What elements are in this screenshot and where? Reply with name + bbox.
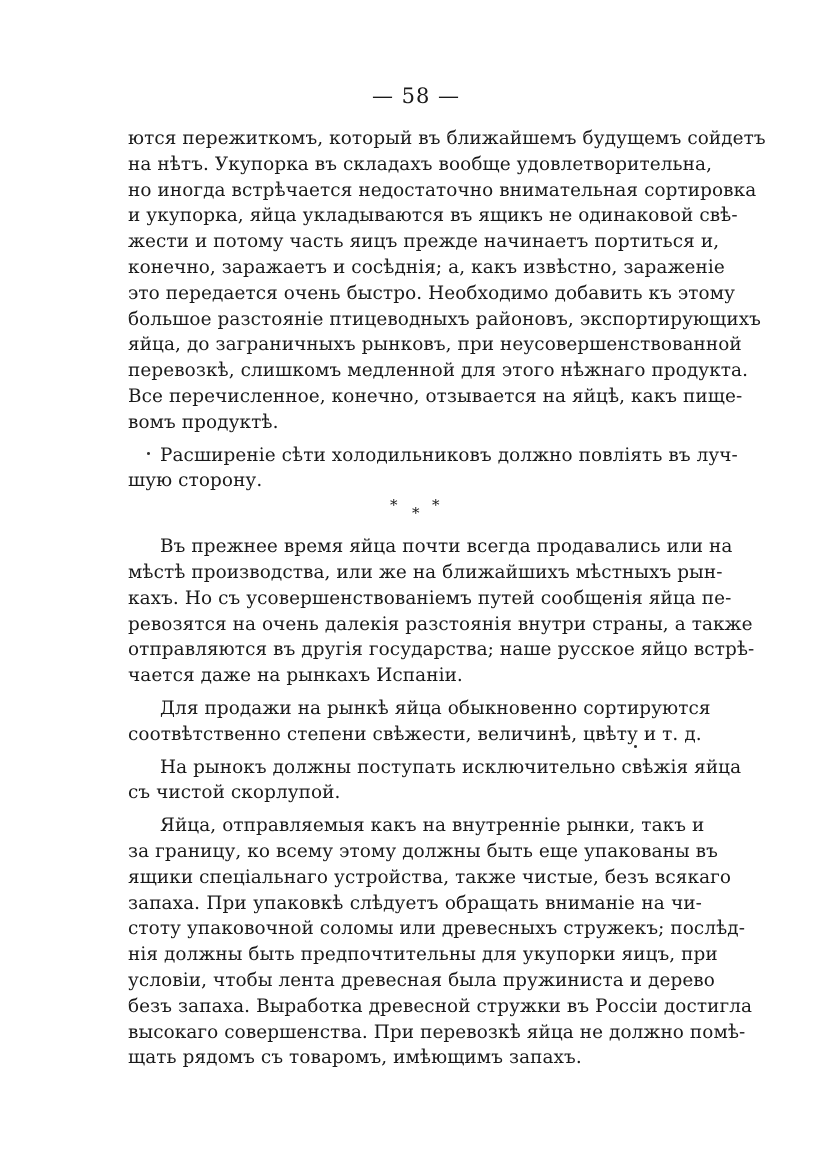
text-line: шую сторону. xyxy=(128,470,263,492)
print-speck xyxy=(147,452,150,455)
text-line: съ чистой скорлупой. xyxy=(128,782,341,804)
text-line: жести и потому часть яицъ прежде начинаетъ портиться и, xyxy=(128,231,720,253)
asterisk: * xyxy=(432,496,440,515)
text-line: высокаго совершенства. При перевозкѣ яйца не должно помѣ- xyxy=(128,1021,746,1043)
text-line: стоту упаковочной соломы или древесныхъ стружекъ; послѣд- xyxy=(128,918,746,940)
print-speck xyxy=(634,745,637,748)
asterisk: * xyxy=(390,496,398,515)
paragraph xyxy=(128,813,753,1071)
paragraph xyxy=(128,443,738,495)
text-line: запаха. При упаковкѣ слѣдуетъ обращать вниманіе на чи- xyxy=(128,892,702,914)
asterisk: * xyxy=(412,504,420,523)
text-line: соотвѣтственно степени свѣжести, величинѣ, цвѣту и т. д. xyxy=(128,723,702,745)
text-line: перевозкѣ, слишкомъ медленной для этого нѣжнаго продукта. xyxy=(128,360,749,382)
paragraph xyxy=(128,696,711,748)
text-line: Для продажи на рынкѣ яйца обыкновенно сортируются xyxy=(160,697,711,719)
text-line: чается даже на рынкахъ Испаніи. xyxy=(128,665,463,687)
page-number: — 58 — xyxy=(371,84,461,108)
paragraph xyxy=(128,126,766,436)
text-line: отправляются въ другія государства; наше русское яйцо встрѣ- xyxy=(128,639,755,661)
text-line: вомъ продуктѣ. xyxy=(128,411,279,433)
text-line: на нѣтъ. Укупорка въ складахъ вообще удовлетворительна, xyxy=(128,153,713,175)
text-line: за границу, ко всему этому должны быть еще упакованы въ xyxy=(128,840,718,862)
text-line: щать рядомъ съ товаромъ, имѣющимъ запахъ. xyxy=(128,1047,582,1069)
text-line: мѣстѣ производства, или же на ближайшихъ мѣстныхъ рын- xyxy=(128,561,723,583)
text-line: конечно, заражаетъ и сосѣднія; а, какъ извѣстно, зараженіе xyxy=(128,256,725,278)
paragraph xyxy=(128,534,755,689)
text-line: ревозятся на очень далекія разстоянія внутри страны, а также xyxy=(128,613,753,635)
text-line: и укупорка, яйца укладываются въ ящикъ не одинаковой свѣ- xyxy=(128,205,738,227)
text-line: нія должны быть предпочтительны для укупорки яицъ, при xyxy=(128,944,718,966)
text-line: ются пережиткомъ, который въ ближайшемъ будущемъ сойдетъ xyxy=(128,128,766,149)
text-line: ящики спеціальнаго устройства, также чистые, безъ всякаго xyxy=(128,866,732,888)
text-line: но иногда встрѣчается недостаточно внимательная сортировка xyxy=(128,179,757,201)
text-line: Яйца, отправляемыя какъ на внутренніе рынки, такъ и xyxy=(160,815,705,837)
text-line: это передается очень быстро. Необходимо добавить къ этому xyxy=(128,282,736,304)
text-line: Все перечисленное, конечно, отзывается на яйцѣ, какъ пище- xyxy=(128,385,743,407)
section-divider-asterism xyxy=(128,494,702,534)
text-line: кахъ. Но съ усовершенствованіемъ путей сообщенія яйца пе- xyxy=(128,587,732,609)
text-line: условіи, чтобы лента древесная была пружиниста и дерево xyxy=(128,969,715,991)
text-line: безъ запаха. Выработка древесной стружки въ Россіи достигла xyxy=(128,995,753,1017)
text-line: большое разстояніе птицеводныхъ районовъ, экспортирующихъ xyxy=(128,308,761,330)
text-line: яйца, до заграничныхъ рынковъ, при неусовершенствованной xyxy=(128,334,742,356)
body-text xyxy=(128,126,766,1071)
text-line: На рынокъ должны поступать исключительно свѣжія яйца xyxy=(160,756,742,778)
paragraph xyxy=(128,755,742,807)
text-line: Расширеніе сѣти холодильниковъ должно повліять въ луч- xyxy=(160,444,738,466)
text-line: Въ прежнее время яйца почти всегда продавались или на xyxy=(160,536,733,558)
